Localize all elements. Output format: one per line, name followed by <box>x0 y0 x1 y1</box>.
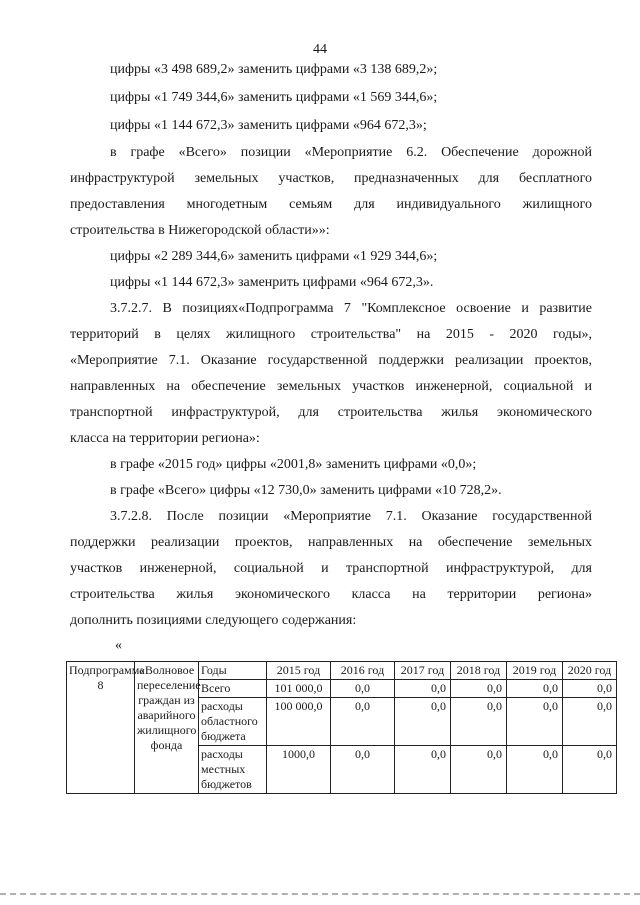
text-line: в графе «2015 год» цифры «2001,8» заменить цифрами «0,0»; <box>110 457 477 472</box>
text-line: цифры «1 749 344,6» заменить цифрами «1 569 344,6»; <box>110 90 438 105</box>
paragraph-line: дополнить позициями следующего содержания: <box>70 613 357 628</box>
table-cell: 0,0 <box>451 698 507 746</box>
paragraph-line: транспортной инфраструктурой, для строительства жилья экономического <box>70 405 592 420</box>
table-header: Годы <box>199 662 267 680</box>
table-cell: 0,0 <box>507 680 563 698</box>
opening-quote: « <box>115 638 122 653</box>
paragraph-line: строительства в Нижегородской области»»: <box>70 223 330 238</box>
table-header: 2017 год <box>395 662 451 680</box>
text-line: цифры «1 144 672,3» заменить цифрами «964 672,3»; <box>110 118 427 133</box>
text-line: цифры «2 289 344,6» заменить цифрами «1 929 344,6»; <box>110 249 438 264</box>
program-table <box>66 661 617 794</box>
scan-edge-divider <box>0 893 640 898</box>
table-header: 2019 год <box>507 662 563 680</box>
measure-cell: «Волновое переселение граждан из аварийного жилищного фонда <box>135 662 199 794</box>
table-cell: 1000,0 <box>267 746 331 794</box>
table-cell: 0,0 <box>395 680 451 698</box>
paragraph-line: класса на территории региона»: <box>70 431 260 446</box>
table-cell: 0,0 <box>507 698 563 746</box>
page-number: 44 <box>313 42 327 57</box>
table-cell: 0,0 <box>563 746 617 794</box>
table-header: 2020 год <box>563 662 617 680</box>
table-cell: 0,0 <box>563 698 617 746</box>
text-line: в графе «Всего» цифры «12 730,0» заменить цифрами «10 728,2». <box>110 483 502 498</box>
paragraph-line: 3.7.2.8. После позиции «Мероприятие 7.1. Оказание государственной <box>110 509 592 524</box>
table-cell: 0,0 <box>563 680 617 698</box>
paragraph-line: участков инженерной, социальной и транспортной инфраструктурой, для <box>70 561 592 576</box>
table-cell: 0,0 <box>395 698 451 746</box>
row-label: Всего <box>199 680 267 698</box>
paragraph-line: в графе «Всего» позиции «Мероприятие 6.2. Обеспечение дорожной <box>110 145 592 160</box>
table-header: 2018 год <box>451 662 507 680</box>
paragraph-line: поддержки реализации проектов, направленных на обеспечение земельных <box>70 535 592 550</box>
table-header-row <box>67 662 617 680</box>
table-cell: 0,0 <box>395 746 451 794</box>
table-header: 2015 год <box>267 662 331 680</box>
paragraph-line: направленных на обеспечение земельных участков инженерной, социальной и <box>70 379 592 394</box>
table-cell: 101 000,0 <box>267 680 331 698</box>
paragraph-line: территорий в целях жилищного строительства" на 2015 - 2020 годы», <box>70 327 592 342</box>
subprogram-cell: Подпрограмма 8 <box>67 662 135 794</box>
text-line: цифры «3 498 689,2» заменить цифрами «3 138 689,2»; <box>110 62 438 77</box>
table-cell: 0,0 <box>331 680 395 698</box>
table-cell: 0,0 <box>451 680 507 698</box>
paragraph-line: «Мероприятие 7.1. Оказание государственной поддержки реализации проектов, <box>70 353 592 368</box>
paragraph-line: предоставления многодетным семьям для индивидуального жилищного <box>70 197 592 212</box>
paragraph-line: 3.7.2.7. В позициях«Подпрограмма 7 "Комплексное освоение и развитие <box>110 301 592 316</box>
table-cell: 0,0 <box>451 746 507 794</box>
text-line: цифры «1 144 672,3» заменрить цифрами «964 672,3». <box>110 275 434 290</box>
row-label: расходы областного бюджета <box>199 698 267 746</box>
paragraph-line: строительства жилья экономического класса на территории региона» <box>70 587 592 602</box>
paragraph-line: инфраструктурой земельных участков, предназначенных для бесплатного <box>70 171 592 186</box>
row-label: расходы местных бюджетов <box>199 746 267 794</box>
table-header: 2016 год <box>331 662 395 680</box>
table-cell: 0,0 <box>507 746 563 794</box>
table-cell: 100 000,0 <box>267 698 331 746</box>
table-cell: 0,0 <box>331 746 395 794</box>
table-cell: 0,0 <box>331 698 395 746</box>
